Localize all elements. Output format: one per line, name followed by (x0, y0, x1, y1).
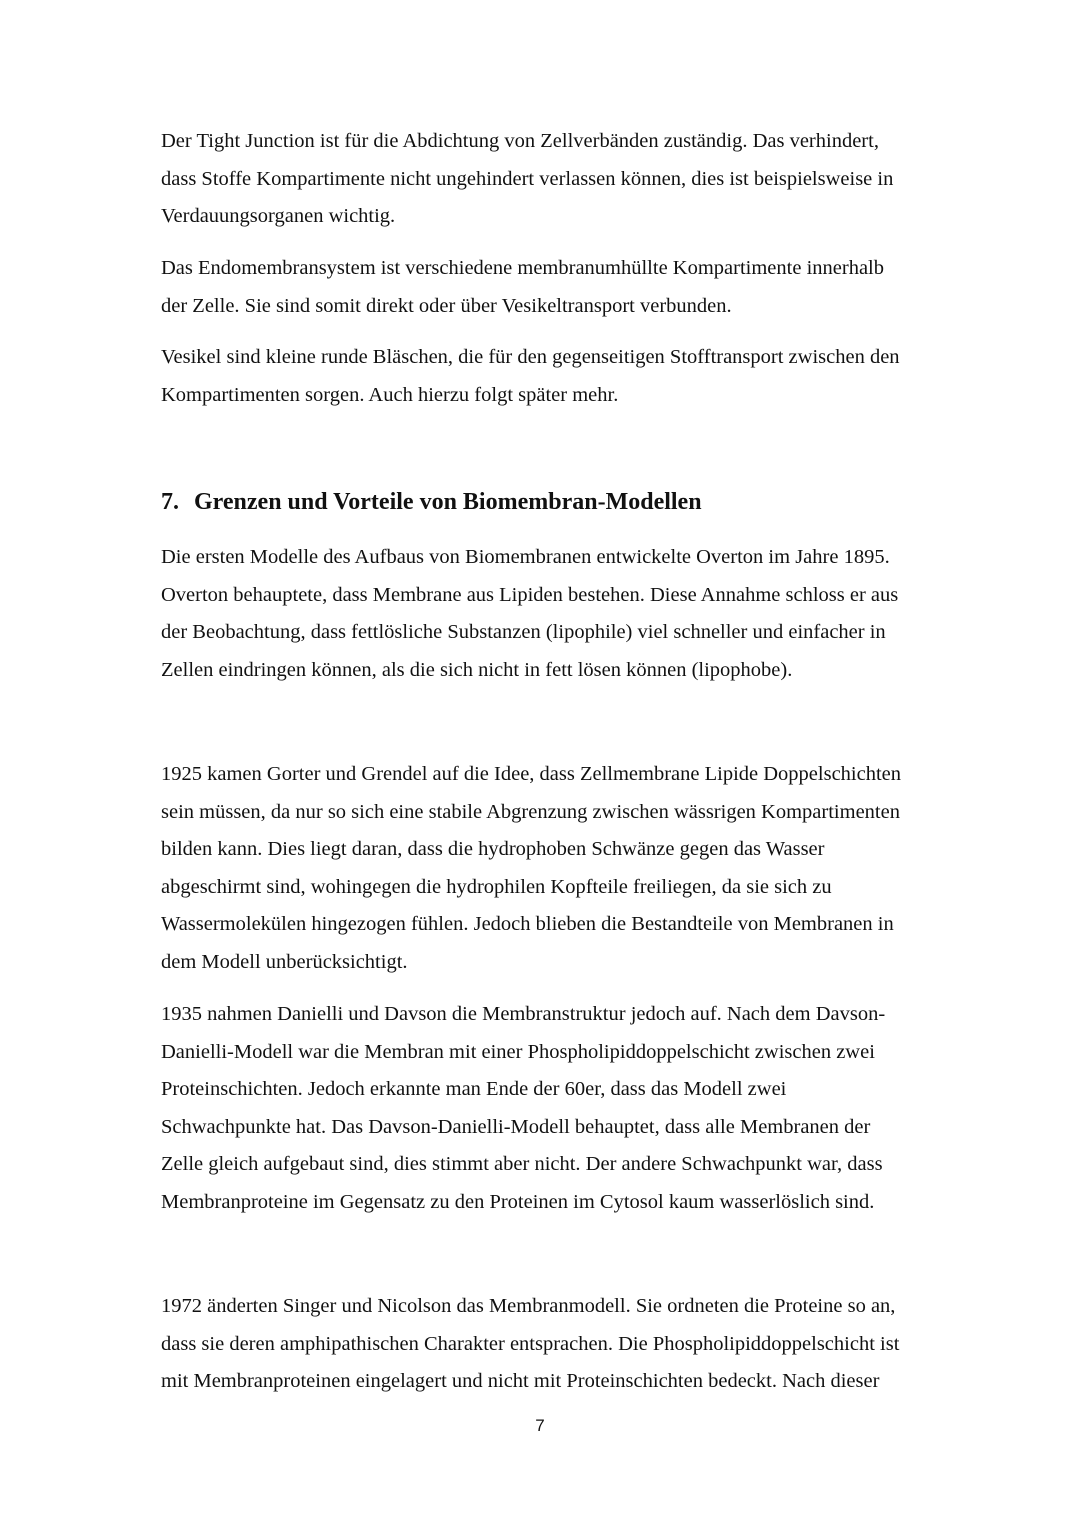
section-heading (161, 485, 702, 519)
paragraph-danielli-davson: 1935 nahmen Danielli und Davson die Membranstruktur jedoch auf. Nach dem Davson- Danielli-Modell war die Membran mit einer Phospholipiddoppelschicht zwischen zwei Proteinschichten. Jedoch erkannte man Ende der 60er, dass das Modell zwei Schwachpunkte hat. Das Davson-Danielli-Modell behauptet, dass alle Membranen der Zelle gleich aufgebaut sind, dies stimmt aber nicht. Der andere Schwachpunkt war, dass Membranproteine im Gegensatz zu den Proteinen im Cytosol kaum wasserlöslich sind. (161, 1003, 886, 1213)
paragraph-vesikel: Vesikel sind kleine runde Bläschen, die für den gegenseitigen Stofftransport zwischen den Kompartimenten sorgen. Auch hierzu folgt später mehr. (161, 346, 900, 406)
paragraph-tight-junction: Der Tight Junction ist für die Abdichtung von Zellverbänden zuständig. Das verhindert, dass Stoffe Kompartimente nicht ungehindert verlassen können, dies ist beispielsweise in Verdauungsorganen wichtig. (161, 130, 894, 228)
page-number: 7 (535, 1416, 545, 1435)
paragraph-endomembransystem: Das Endomembransystem ist verschiedene membranumhüllte Kompartimente innerhalb der Zelle. Sie sind somit direkt oder über Vesikeltransport verbunden. (161, 257, 884, 317)
section-number: 7. (161, 489, 179, 515)
paragraph-overton: Die ersten Modelle des Aufbaus von Biomembranen entwickelte Overton im Jahre 1895. Overton behauptete, dass Membrane aus Lipiden bestehen. Diese Annahme schloss er aus der Beobachtung, dass fettlösliche Substanzen (lipophile) viel schneller und einfacher in Zellen eindringen können, als die sich nicht in fett lösen können (lipophobe). (161, 546, 899, 681)
paragraph-gorter-grendel: 1925 kamen Gorter und Grendel auf die Idee, dass Zellmembrane Lipide Doppelschichten sein müssen, da nur so sich eine stabile Abgrenzung zwischen wässrigen Kompartimenten bilden kann. Dies liegt daran, dass die hydrophoben Schwänze gegen das Wasser abgeschirmt sind, wohingegen die hydrophilen Kopfteile freiliegen, da sie sich zu Wassermolekülen hingezogen fühlen. Jedoch blieben die Bestandteile von Membranen in dem Modell unberücksichtigt. (161, 763, 902, 973)
paragraph-singer-nicolson: 1972 änderten Singer und Nicolson das Membranmodell. Sie ordneten die Proteine so an, dass sie deren amphipathischen Charakter entsprachen. Die Phospholipiddoppelschicht ist mit Membranproteinen eingelagert und nicht mit Proteinschichten bedeckt. Nach dieser (161, 1295, 900, 1393)
section-title: Grenzen und Vorteile von Biomembran-Modellen (194, 489, 702, 515)
